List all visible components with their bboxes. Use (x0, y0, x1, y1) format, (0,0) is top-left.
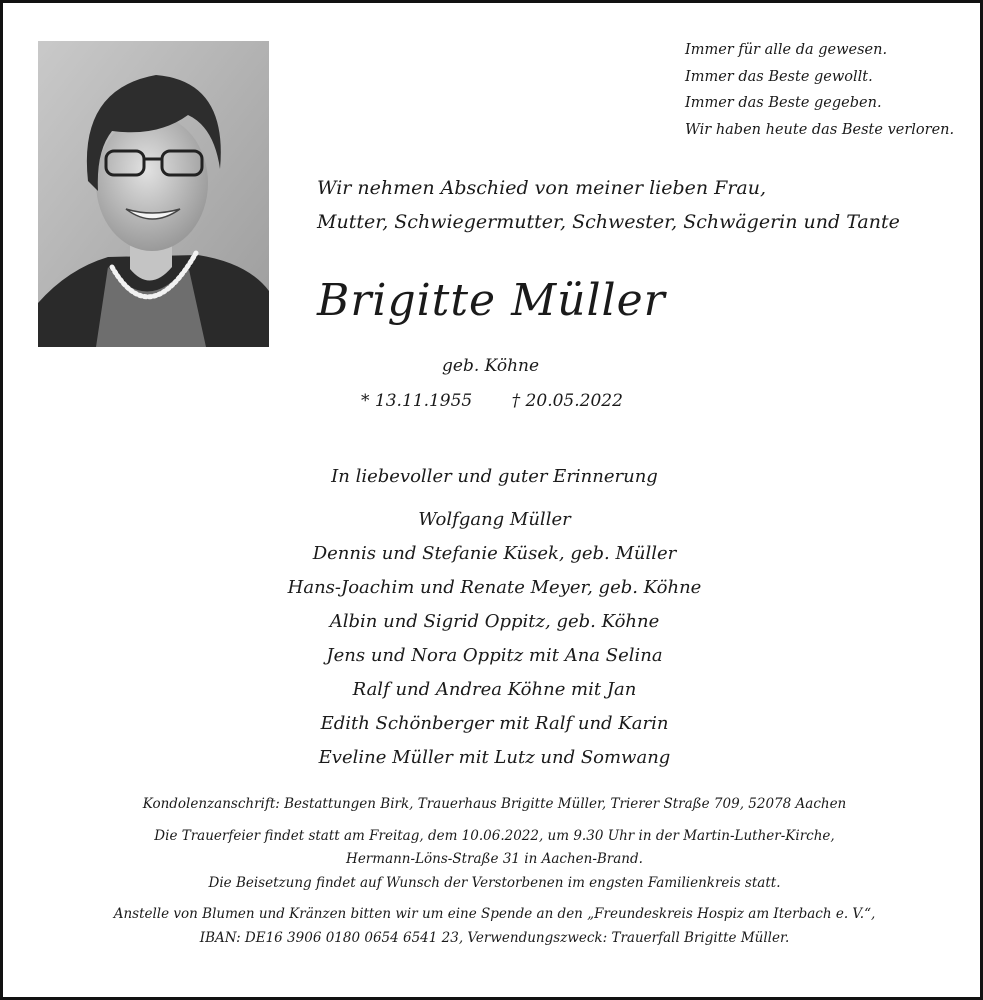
donation-iban: IBAN: DE16 3906 0180 0654 6541 23, Verwendungszweck: Trauerfall Brigitte Müller. (199, 929, 790, 946)
mourner-entry: Jens und Nora Oppitz mit Ana Selina (326, 645, 663, 666)
mourner-entry: Eveline Müller mit Lutz und Somwang (318, 747, 671, 768)
memory-heading: In liebevoller und guter Erinnerung (331, 466, 658, 487)
mourner-entry: Hans-Joachim und Renate Meyer, geb. Köhne (287, 577, 702, 598)
poem-line: Immer das Beste gegeben. (685, 95, 882, 112)
poem-line: Immer das Beste gewollt. (685, 68, 873, 85)
donation-request: Anstelle von Blumen und Kränzen bitten wir um eine Spende an den „Freundeskreis Hospiz am Iterbach e. V.“, (113, 906, 876, 922)
condolence-address: Kondolenzanschrift: Bestattungen Birk, Trauerhaus Brigitte Müller, Trierer Straße 709, 52078 Aachen (142, 796, 847, 812)
poem-line: Immer für alle da gewesen. (685, 42, 888, 58)
burial-info: Die Beisetzung findet auf Wunsch der Verstorbenen im engsten Familienkreis statt. (208, 874, 781, 891)
ceremony-info: Die Trauerfeier findet statt am Freitag, dem 10.06.2022, um 9.30 Uhr in der Martin-Luther-Kirche, (154, 827, 835, 844)
death-date: † 20.05.2022 (511, 391, 623, 411)
mourner-entry: Albin und Sigrid Oppitz, geb. Köhne (329, 611, 660, 632)
intro-line: Mutter, Schwiegermutter, Schwester, Schwägerin und Tante (317, 211, 900, 233)
funeral-notes (3, 793, 983, 950)
deceased-name: Brigitte Müller (317, 275, 666, 326)
mourners-list (3, 503, 983, 775)
poem-line: Wir haben heute das Beste verloren. (685, 122, 955, 139)
mourner-entry: Wolfgang Müller (418, 509, 571, 530)
portrait-photo (38, 41, 269, 347)
mourner-entry: Ralf und Andrea Köhne mit Jan (352, 679, 637, 700)
ceremony-address: Hermann-Löns-Straße 31 in Aachen-Brand. (346, 851, 643, 867)
birth-date: * 13.11.1955 (361, 391, 473, 411)
life-dates (361, 389, 623, 413)
intro-line: Wir nehmen Abschied von meiner lieben Frau, (317, 177, 767, 199)
poem (685, 37, 954, 144)
mourner-entry: Edith Schönberger mit Ralf und Karin (320, 713, 669, 734)
birth-name: geb. Köhne (442, 356, 540, 376)
farewell-intro (317, 171, 900, 239)
mourner-entry: Dennis und Stefanie Küsek, geb. Müller (312, 543, 677, 564)
